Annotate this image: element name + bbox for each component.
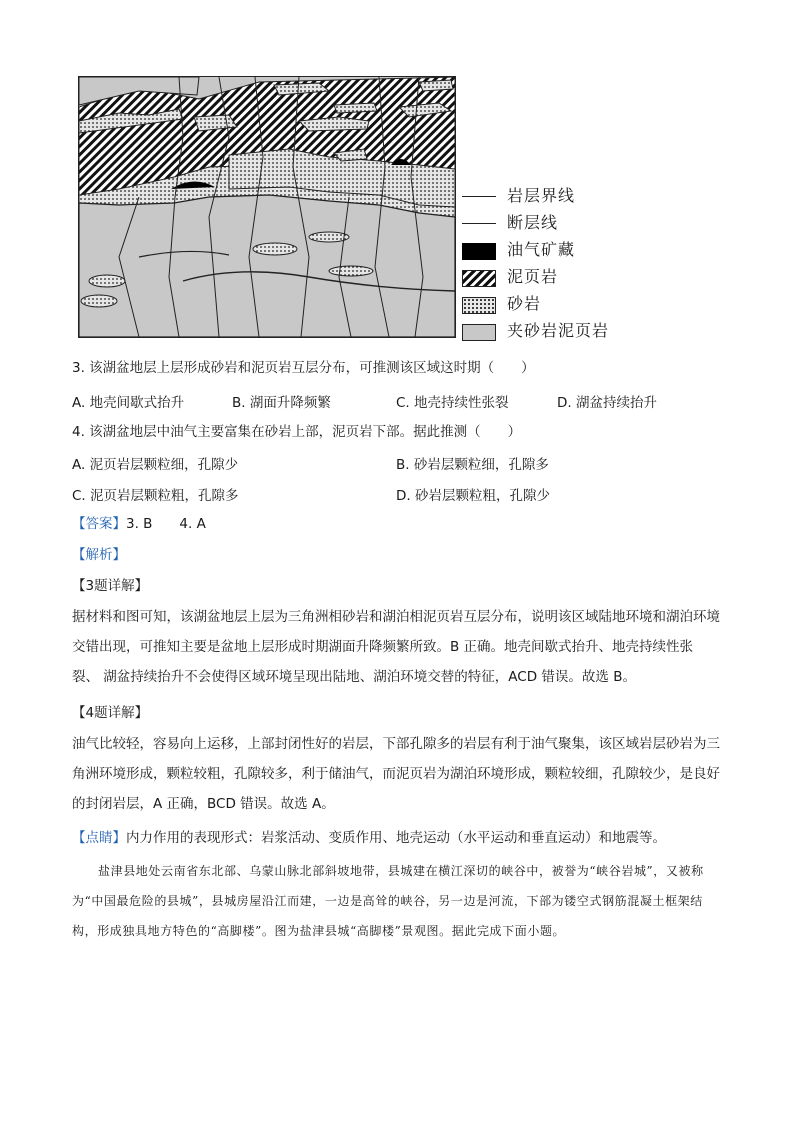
detail-3-tag: 【3题详解】 (72, 578, 149, 594)
legend-label: 泥页岩 (507, 267, 559, 286)
q3-option-a: A. 地壳间歇式抬升 (72, 395, 185, 411)
answer-line (72, 514, 206, 534)
legend-label: 砂岩 (507, 294, 542, 313)
q3-option-c: C. 地壳持续性张裂 (396, 395, 509, 411)
detail-4-text: 油气比较轻，容易向上运移，上部封闭性好的岩层，下部孔隙多的岩层有利于油气聚集，该区域岩层砂岩为三角洲环境形成，颗粒较粗，孔隙较多，利于储油气，而泥页岩为湖泊环境形成，颗粒较细，孔隙较少，是良好的封闭岩层，A 正确，BCD 错误。故选 A。 (72, 736, 720, 812)
geology-cross-section (78, 76, 456, 338)
q4-option-c: C. 泥页岩层颗粒粗，孔隙多 (72, 488, 239, 504)
legend-swatch (462, 223, 496, 224)
q4-option-d: D. 砂岩层颗粒粗，孔隙少 (396, 488, 550, 504)
q3-option-d: D. 湖盆持续抬升 (557, 395, 657, 411)
answer-text: 3. B 4. A (126, 516, 206, 532)
q3-option-b: B. 湖面升降频繁 (232, 395, 331, 411)
legend-label: 夹砂岩泥页岩 (507, 321, 610, 340)
answer-tag: 【答案】 (72, 516, 126, 532)
question-4-stem: 4. 该湖盆地层中油气主要富集在砂岩上部，泥页岩下部。据此推测（ ） (72, 424, 522, 440)
material-paragraph: 盐津县地处云南省东北部、乌蒙山脉北部斜坡地带，县城建在横江深切的峡谷中，被誉为“峡谷岩城”，又被称为“中国最危险的县城”，县城房屋沿江而建，一边是高耸的峡谷，另一边是河流，下部为镂空式钢筋混凝土框架结构，形成独具地方特色的“高脚楼”。图为盐津县城“高脚楼”景观图。据此完成下面小题。 (72, 864, 704, 938)
detail-3-text: 据材料和图可知，该湖盆地层上层为三角洲相砂岩和湖泊相泥页岩互层分布，说明该区域陆地环境和湖泊环境交错出现，可推知主要是盆地上层形成时期湖面升降频繁所致。B 正确。地壳间歇式抬升、地壳持续性张裂、 湖盆持续抬升不会使得区域环境呈现出陆地、湖泊环境交替的特征，ACD 错误。故选 B。 (72, 609, 720, 685)
legend-label: 油气矿藏 (507, 240, 576, 259)
legend-label: 岩层界线 (507, 186, 576, 205)
legend-swatch (462, 270, 496, 287)
q4-option-a: A. 泥页岩层颗粒细，孔隙少 (72, 457, 239, 473)
cross-section-drawing (79, 77, 455, 337)
question-3-stem: 3. 该湖盆地层上层形成砂岩和泥页岩互层分布，可推测该区域这时期（ ） (72, 360, 535, 376)
tip-tag: 【点睛】 (72, 830, 126, 846)
legend-swatch (462, 243, 496, 260)
legend-label: 断层线 (507, 213, 559, 232)
legend-swatch (462, 196, 496, 197)
q4-option-b: B. 砂岩层颗粒细，孔隙多 (396, 457, 549, 473)
tip-line (72, 828, 666, 848)
analysis-tag: 【解析】 (72, 547, 126, 563)
tip-text: 内力作用的表现形式：岩浆活动、变质作用、地壳运动（水平运动和垂直运动）和地震等。 (126, 830, 666, 846)
legend-swatch (462, 324, 496, 341)
detail-4-tag: 【4题详解】 (72, 705, 149, 721)
legend-swatch (462, 297, 496, 314)
